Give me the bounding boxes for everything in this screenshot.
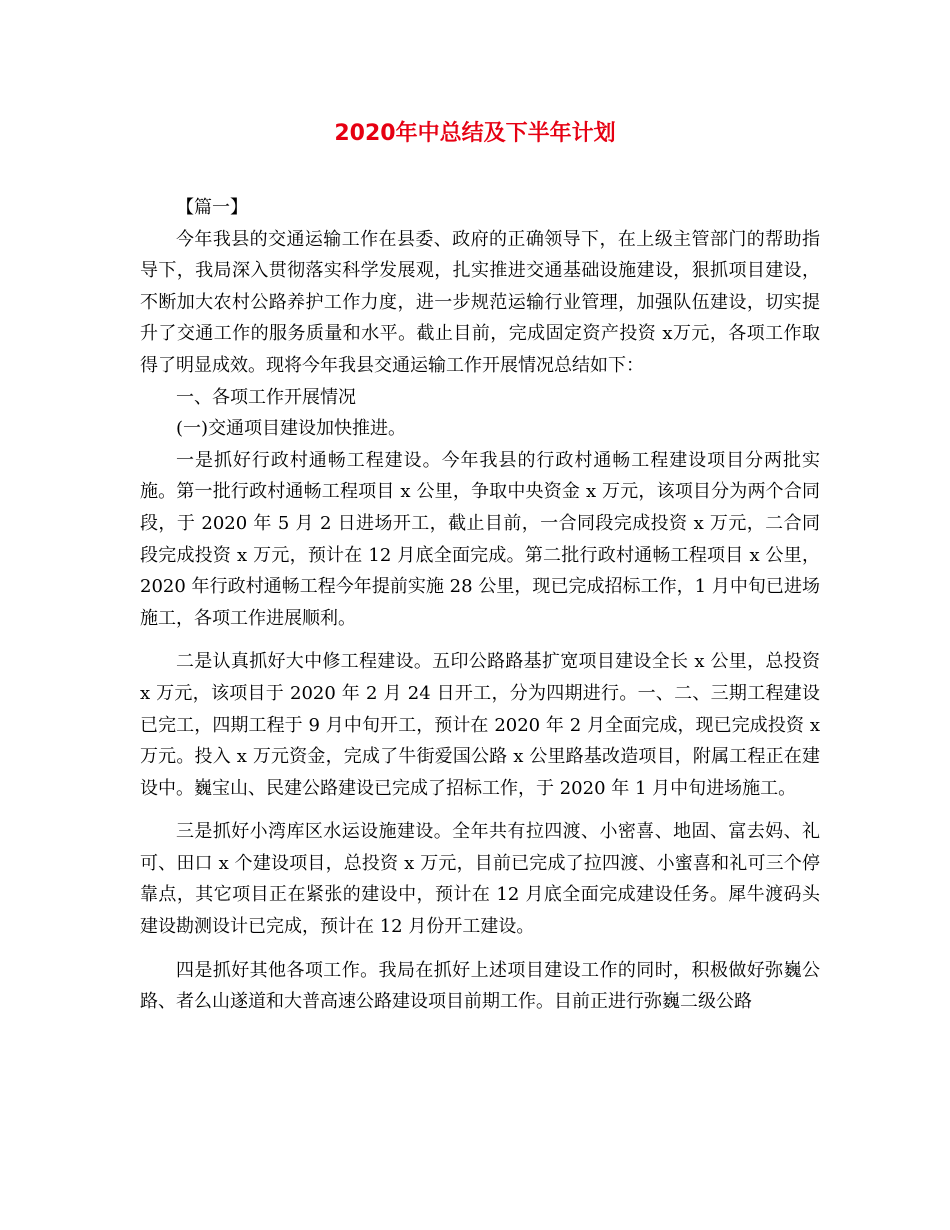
section-heading: 一、各项工作开展情况	[176, 386, 356, 408]
body-paragraph: 二是认真抓好大中修工程建设。五印公路路基扩宽项目建设全长 x 公里，总投资 x 万元，该项目于 2020 年 2 月 24 日开工，分为四期进行。一、二、三期工程建设已完工，四期工程于 9 月中旬开工，预计在 2020 年 2 月全面完成，现已完成投资 x 万元。投入 x 万元资金，完成了牛街爱国公路 x 公里路基改造项目，附属工程正在建设中。巍宝山、民建公路建设已完成了招标工作，于 2020 年 1 月中旬进场施工。	[140, 651, 820, 799]
section-label: 【篇一】	[176, 197, 248, 218]
document-title: 2020年中总结及下半年计划	[334, 121, 616, 146]
body-paragraph: 四是抓好其他各项工作。我局在抓好上述项目建设工作的同时，积极做好弥巍公路、者么山遂道和大普高速公路建设项目前期工作。目前正进行弥巍二级公路	[140, 959, 820, 1013]
body-paragraph: 今年我县的交通运输工作在县委、政府的正确领导下，在上级主管部门的帮助指导下，我局深入贯彻落实科学发展观，扎实推进交通基础设施建设，狠抓项目建设，不断加大农村公路养护工作力度，进一步规范运输行业管理，加强队伍建设，切实提升了交通工作的服务质量和水平。截止目前，完成固定资产投资 x万元，各项工作取得了明显成效。现将今年我县交通运输工作开展情况总结如下：	[140, 228, 820, 376]
body-paragraph: 一是抓好行政村通畅工程建设。今年我县的行政村通畅工程建设项目分两批实施。第一批行政村通畅工程项目 x 公里，争取中央资金 x 万元，该项目分为两个合同段，于 2020 年 5 月 2 日进场开工，截止目前，一合同段完成投资 x 万元，二合同段完成投资 x 万元，预计在 12 月底全面完成。第二批行政村通畅工程项目 x 公里，2020 年行政村通畅工程今年提前实施 28 公里，现已完成招标工作，1 月中旬已进场施工，各项工作进展顺利。	[140, 449, 820, 629]
subsection-heading: (一)交通项目建设加快推进。	[176, 418, 407, 440]
document-body	[140, 192, 820, 1018]
body-paragraph: 三是抓好小湾库区水运设施建设。全年共有拉四渡、小密喜、地固、富去妈、礼可、田口 x 个建设项目，总投资 x 万元，目前已完成了拉四渡、小蜜喜和礼可三个停靠点，其它项目正在紧张的建设中，预计在 12 月底全面完成建设任务。犀牛渡码头建设勘测设计已完成，预计在 12 月份开工建设。	[140, 821, 820, 938]
